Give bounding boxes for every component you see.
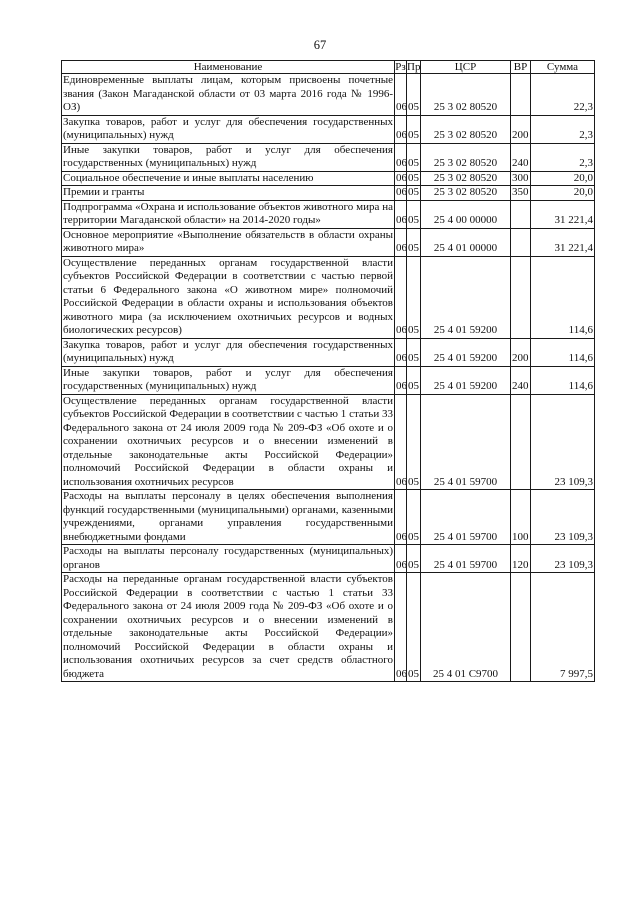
row-sum: 23 109,3 <box>531 490 595 545</box>
table-row <box>62 74 595 116</box>
row-vr: 200 <box>511 115 531 143</box>
page-number: 67 <box>313 38 327 52</box>
row-pr: 05 <box>407 256 421 338</box>
row-vr: 240 <box>511 143 531 171</box>
column-header-name: Наименование <box>62 61 395 74</box>
row-sum: 23 109,3 <box>531 394 595 490</box>
row-csr: 25 4 01 С9700 <box>421 573 511 682</box>
row-csr: 25 4 01 59200 <box>421 338 511 366</box>
row-vr: 100 <box>511 490 531 545</box>
row-name: Расходы на выплаты персоналу государственных (муниципальных) органов <box>63 545 393 571</box>
row-rz: 06 <box>395 394 407 490</box>
table-body <box>62 74 595 682</box>
row-name: Иные закупки товаров, работ и услуг для обеспечения государственных (муниципальных) нужд <box>63 143 393 169</box>
row-name: Осуществление переданных органам государственной власти субъектов Российской Федерации в соответствии с частью первой статьи 6 Федерального закона «О животном мире» полномочий Российской Федерации в области охраны и использования объектов животного мира (за исключением охотничьих ресурсов и водных биологических ресурсов) <box>63 256 393 336</box>
table-row <box>62 545 595 573</box>
row-rz: 06 <box>396 186 407 198</box>
row-csr: 25 4 00 00000 <box>421 200 511 228</box>
row-vr: 240 <box>511 366 531 394</box>
row-csr: 25 4 01 59700 <box>421 490 511 545</box>
row-name: Закупка товаров, работ и услуг для обеспечения государственных (муниципальных) нужд <box>63 115 393 141</box>
row-pr: 05 <box>407 366 421 394</box>
table-row <box>62 394 595 490</box>
row-sum: 20,0 <box>531 171 595 186</box>
row-sum: 114,6 <box>531 338 595 366</box>
column-header-pr: Пр <box>407 61 421 73</box>
row-name: Осуществление переданных органам государственной власти субъектов Российской Федерации в соответствии с частью 1 статьи 33 Федерального закона от 24 июля 2009 года № 209-ФЗ «Об охоте и о сохранении охотничьих ресурсов и о внесении изменений в отдельные законодательные акты Российской Федерации» полномочий Российской Федерации в области охраны и использования охотничьих ресурсов <box>63 394 393 488</box>
row-pr: 05 <box>407 394 421 490</box>
row-csr: 25 4 01 59700 <box>421 394 511 490</box>
table-header-row <box>62 61 595 74</box>
row-vr <box>511 256 531 338</box>
row-pr: 05 <box>407 545 421 573</box>
column-header-rz: Рз <box>395 61 406 73</box>
row-csr: 25 4 01 59200 <box>421 366 511 394</box>
row-sum: 2,3 <box>531 115 595 143</box>
row-sum: 22,3 <box>531 74 595 116</box>
row-csr: 25 4 01 59700 <box>421 545 511 573</box>
row-pr: 05 <box>407 228 421 256</box>
row-rz: 06 <box>395 366 407 394</box>
row-vr: 300 <box>512 171 529 184</box>
row-csr: 25 3 02 80520 <box>421 143 511 171</box>
row-sum: 7 997,5 <box>531 573 595 682</box>
table-row <box>62 186 595 201</box>
column-header-sum: Сумма <box>531 61 595 74</box>
row-sum: 23 109,3 <box>531 545 595 573</box>
row-name: Единовременные выплаты лицам, которым присвоены почетные звания (Закон Магаданской области от 03 марта 2016 года № 1996-ОЗ) <box>63 74 393 113</box>
row-csr: 25 4 01 00000 <box>421 228 511 256</box>
table-row <box>62 115 595 143</box>
row-vr <box>511 74 531 116</box>
table-row <box>62 200 595 228</box>
row-rz: 06 <box>395 545 407 573</box>
row-rz: 06 <box>395 115 407 143</box>
row-csr: 25 4 01 59200 <box>421 256 511 338</box>
row-sum: 20,0 <box>531 186 595 201</box>
row-rz: 06 <box>396 171 407 184</box>
row-pr: 05 <box>407 573 421 682</box>
row-name: Социальное обеспечение и иные выплаты населению <box>62 171 395 186</box>
row-rz: 06 <box>395 143 407 171</box>
table-row <box>62 143 595 171</box>
row-rz: 06 <box>395 573 407 682</box>
row-vr: 120 <box>511 545 531 573</box>
table-row <box>62 256 595 338</box>
budget-table <box>61 60 595 682</box>
row-rz: 06 <box>395 228 407 256</box>
row-vr <box>511 200 531 228</box>
row-name: Расходы на выплаты персоналу в целях обеспечения выполнения функций государственными (муниципальными) органами, казенными учреждениями, органами управления государственными внебюджетными фондами <box>63 490 393 543</box>
row-pr: 05 <box>407 490 421 545</box>
row-name: Подпрограмма «Охрана и использование объектов животного мира на территории Магаданской области» на 2014-2020 годы» <box>63 200 393 226</box>
column-header-csr: ЦСР <box>421 61 511 74</box>
row-sum: 114,6 <box>531 366 595 394</box>
row-pr: 05 <box>407 143 421 171</box>
row-vr <box>511 394 531 490</box>
table-row <box>62 490 595 545</box>
row-name: Премии и гранты <box>62 186 395 201</box>
row-rz: 06 <box>395 200 407 228</box>
row-pr: 05 <box>407 338 421 366</box>
table-row <box>62 171 595 186</box>
row-sum: 2,3 <box>531 143 595 171</box>
row-pr: 05 <box>407 74 421 116</box>
row-pr: 05 <box>408 186 419 198</box>
row-vr <box>511 573 531 682</box>
row-pr: 05 <box>407 200 421 228</box>
row-name: Иные закупки товаров, работ и услуг для обеспечения государственных (муниципальных) нужд <box>63 366 393 392</box>
row-vr <box>511 228 531 256</box>
row-rz: 06 <box>395 490 407 545</box>
row-vr: 350 <box>512 186 529 198</box>
row-rz: 06 <box>395 338 407 366</box>
table-row <box>62 573 595 682</box>
row-pr: 05 <box>407 115 421 143</box>
table-row <box>62 338 595 366</box>
row-sum: 31 221,4 <box>531 228 595 256</box>
row-csr: 25 3 02 80520 <box>421 186 511 201</box>
row-csr: 25 3 02 80520 <box>421 171 511 186</box>
row-name: Расходы на переданные органам государственной власти субъектов Российской Федерации в соответствии с частью 1 статьи 33 Федерального закона от 24 июля 2009 года № 209-ФЗ «Об охоте и о сохранении охотничьих ресурсов и о внесении изменений в отдельные законодательные акты Российской Федерации» полномочий Российской Федерации в области охраны и использования охотничьих ресурсов за счет средств областного бюджета <box>63 573 393 680</box>
row-csr: 25 3 02 80520 <box>421 115 511 143</box>
column-header-vr: ВР <box>511 61 531 74</box>
row-csr: 25 3 02 80520 <box>421 74 511 116</box>
row-sum: 114,6 <box>531 256 595 338</box>
row-sum: 31 221,4 <box>531 200 595 228</box>
row-vr: 200 <box>511 338 531 366</box>
row-pr: 05 <box>408 171 419 184</box>
row-name: Закупка товаров, работ и услуг для обеспечения государственных (муниципальных) нужд <box>63 338 393 364</box>
row-name: Основное мероприятие «Выполнение обязательств в области охраны животного мира» <box>63 228 393 254</box>
row-rz: 06 <box>395 256 407 338</box>
row-rz: 06 <box>395 74 407 116</box>
table-row <box>62 366 595 394</box>
table-row <box>62 228 595 256</box>
